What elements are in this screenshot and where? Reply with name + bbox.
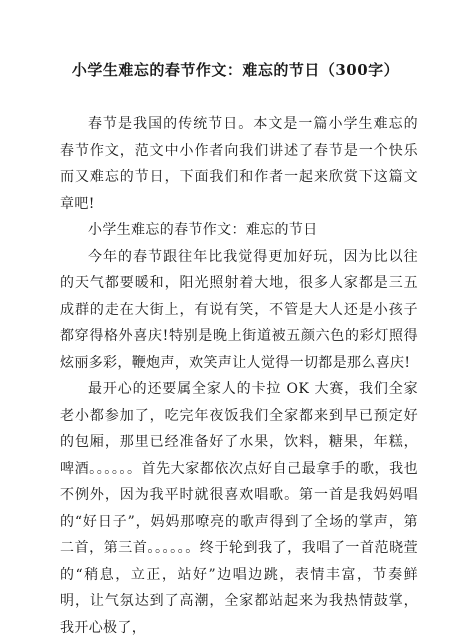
paragraph-intro: 春节是我国的传统节日。本文是一篇小学生难忘的春节作文，范文中小作者向我们讲述了春节是一个快乐而又难忘的节日，下面我们和作者一起来欣赏下这篇文章吧! xyxy=(60,116,418,212)
paragraph-karaoke: 最开心的还要属全家人的卡拉 OK 大赛，我们全家老小都参加了，吃完年夜饭我们全家都来到早已预定好的包厢，那里已经准备好了水果，饮料，糖果，年糕，啤酒。。。。。。首先大家都依次点好自己最拿手的歌，我也不例外，因为我平时就很喜欢唱歌。第一首是我妈妈唱的“好日子”，妈妈那嘹亮的歌声得到了全场的掌声，第二首，第三首。。。。。。终于轮到我了，我唱了一首范晓萱的“稍息，立正，站好”边唱边跳，表情丰富，节奏鲜明，让气氛达到了高潮，全家都站起来为我热情鼓掌，我开心极了， xyxy=(60,381,418,636)
document-title: 小学生难忘的春节作文：难忘的节日（300字） xyxy=(71,61,400,79)
document-body xyxy=(60,111,418,641)
paragraph-subtitle: 小学生难忘的春节作文：难忘的节日 xyxy=(88,222,318,238)
paragraph-spring-festival: 今年的春节跟往年比我觉得更加好玩，因为比以往的天气都要暖和，阳光照射着大地，很多人家都是三五成群的走在大街上，有说有笑，不管是大人还是小孩子都穿得格外喜庆!特别是晚上街道被五颜六色的彩灯照得炫丽多彩，鞭炮声，欢笑声让人觉得一切都是那么喜庆! xyxy=(60,248,418,371)
